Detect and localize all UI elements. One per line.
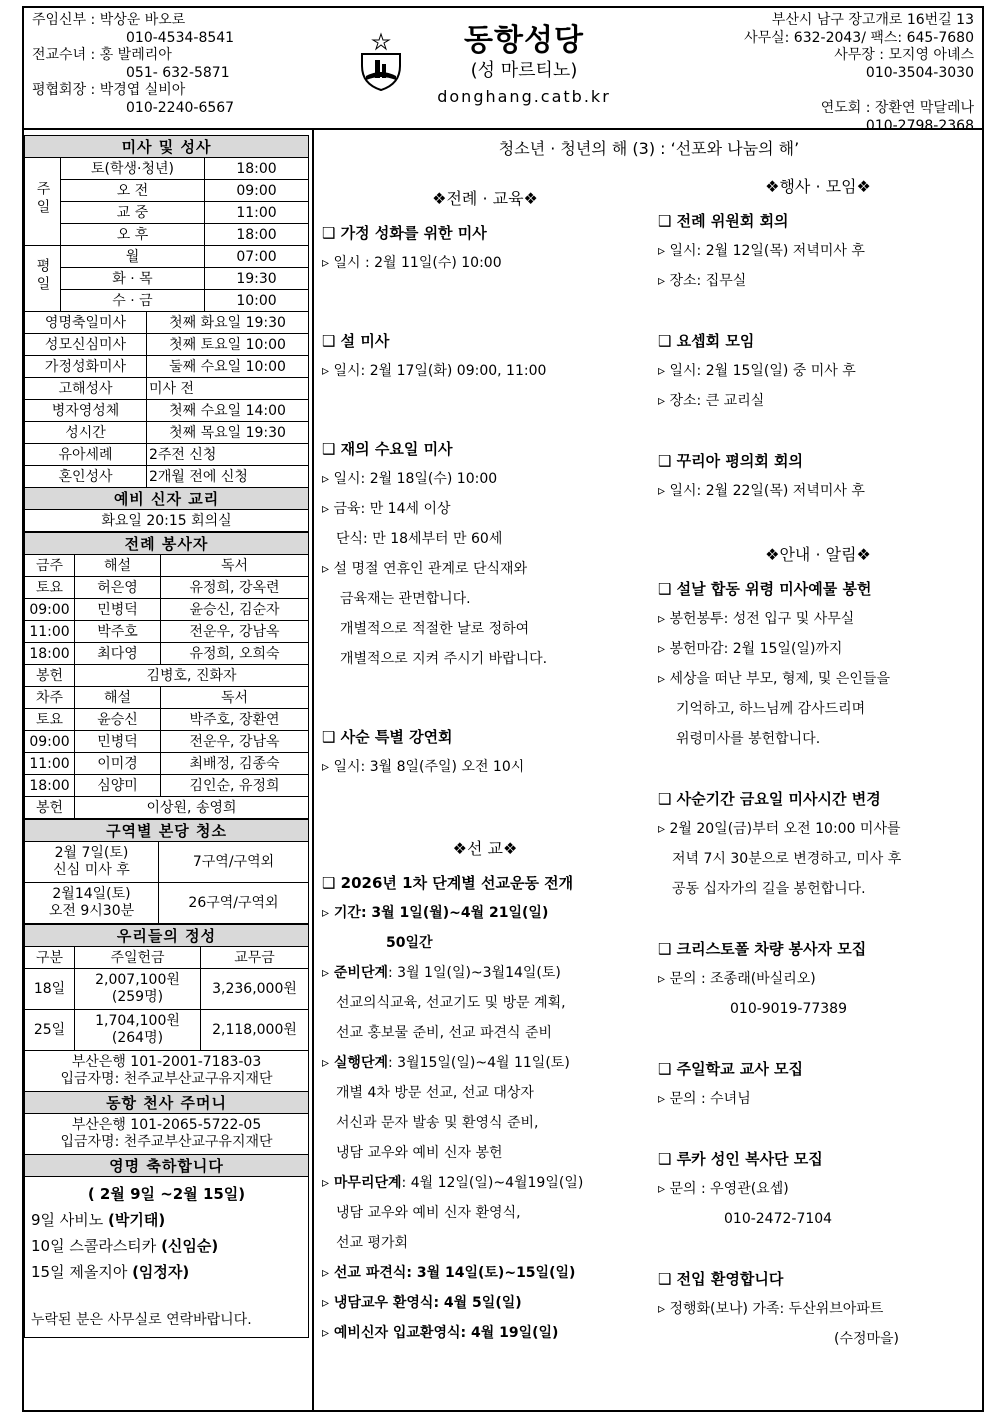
item-title: ❑ 사순기간 금요일 미사시간 변경 xyxy=(658,790,881,808)
cleaning-table xyxy=(24,819,309,924)
catechism-time: 화요일 20:15 회의실 xyxy=(25,510,309,532)
feast-list xyxy=(25,1177,309,1338)
list-item: 15일 제올지아 (임정자) xyxy=(31,1263,190,1281)
council-line: 평협회장 : 박경엽 실비아 xyxy=(32,82,186,99)
mass-title: 미사 및 성사 xyxy=(25,136,309,158)
item-title: ❑ 크리스토폴 차량 봉사자 모집 xyxy=(658,940,867,958)
left-info-column xyxy=(24,135,308,1338)
list-item: 10일 스콜라스티카 (신임순) xyxy=(31,1237,219,1255)
item-title: ❑ 전례 위원회 회의 xyxy=(658,212,789,230)
mass-name: 수 · 금 xyxy=(61,290,205,312)
mass-time: 19:30 xyxy=(205,268,309,290)
mass-time: 10:00 xyxy=(205,290,309,312)
mass-table xyxy=(24,135,309,532)
events-column: ❖행사 · 모임❖ ❑ 전례 위원회 회의 ▹ 일시: 2월 12일(목) 저녁미사 후 ▹ 장소: 집무실 ❑ 요셉회 모임 ▹ 일시: 2월 15일(일) 중 미사 후 ▹ 장소: 큰 교리실 ❑ 꾸리아 평의회 회의 ▹ 일시: 2월 22일(목) 저녁미사 후 ❖안내 · 알림❖ ❑ 설날 합동 위령 미사예물 봉헌 ▹ 봉헌봉투: 성전 입구 및 사무실 ▹ 봉헌마감: 2월 15일(일)까지 ▹ 세상을 떠난 부모, 형제, 및 은인들을 기억하고, 하느님께 감사드리며 위령미사를 봉헌합니다. ❑ 사순기간 금요일 미사시간 변경 ▹ 2월 20일(금)부터 오전 10:00 미사를 저녁 7시 30분으로 변경하고, 미사 후 공동 십자가의 길을 봉헌합니다. ❑ 크리스토폴 차량 봉사자 모집 ▹ 문의 : 조종래(바실리오) 010-9019-77389 ❑ 주일학교 교사 모집 ▹ 문의 : 수녀님 ❑ 루카 성인 복사단 모집 ▹ 문의 : 우영관(요셉) 010-2472-7104 ❑ 전입 환영합니다 ▹ 정행화(보나) 가족: 두산위브아파트 (수정마을) xyxy=(658,168,978,1354)
bank-account-2: 부산은행 101-2065-5722-05 입금자명: 천주교부산교구유지재단 xyxy=(25,1114,309,1155)
feast-title: 영명 축하합니다 xyxy=(25,1155,309,1177)
header-contacts xyxy=(744,12,974,136)
parish-patron: (성 마르티노) xyxy=(470,60,578,81)
table-row: 09:00 민병덕 전운우, 강남옥 xyxy=(25,731,309,753)
mass-time: 07:00 xyxy=(205,246,309,268)
events-title: ❖행사 · 모임❖ xyxy=(765,177,871,196)
sacrament-when: 2개월 전에 신청 xyxy=(147,466,309,488)
parish-url[interactable]: donghang.catb.kr xyxy=(437,87,611,106)
sunday-label: 주일 xyxy=(25,158,61,246)
sacrament-name: 고해성사 xyxy=(25,378,147,400)
sacrament-when: 2주전 신청 xyxy=(147,444,309,466)
sacrament-name: 유아세례 xyxy=(25,444,147,466)
sacrament-name: 성모신심미사 xyxy=(25,334,147,356)
table-row: 토요 윤승신 박주호, 장환연 xyxy=(25,709,309,731)
table-row: 토요 허은영 유정희, 강옥련 xyxy=(25,577,309,599)
servers-title: 전례 봉사자 xyxy=(25,533,309,555)
clerk: 사무장 : 모지영 아녜스 xyxy=(834,47,974,64)
sacrament-when: 첫째 토요일 10:00 xyxy=(147,334,309,356)
bank-account-1: 부산은행 101-2001-7183-03 입금자명: 천주교부산교구유지재단 xyxy=(25,1051,309,1092)
offering-title: 우리들의 정성 xyxy=(25,925,309,947)
catechism-title: 예비 신자 교리 xyxy=(25,488,309,510)
item-title: ❑ 설 미사 xyxy=(322,332,390,350)
sacrament-when: 첫째 수요일 14:00 xyxy=(147,400,309,422)
sacrament-when: 미사 전 xyxy=(147,378,309,400)
item-title: ❑ 가정 성화를 위한 미사 xyxy=(322,224,487,242)
item-title: ❑ 주일학교 교사 모집 xyxy=(658,1060,804,1078)
table-row: 봉헌 이상원, 송영희 xyxy=(25,797,309,819)
table-row: 2월 7일(토) 신심 미사 후 7구역/구역외 xyxy=(25,842,309,883)
sacrament-when: 첫째 화요일 19:30 xyxy=(147,312,309,334)
header-clergy xyxy=(32,12,234,118)
item-title: ❑ 설날 합동 위령 미사예물 봉헌 xyxy=(658,580,872,598)
item-title: ❑ 사순 특별 강연회 xyxy=(322,728,453,746)
table-row: 봉헌 김병호, 진화자 xyxy=(25,665,309,687)
col-head: 해설 xyxy=(75,687,161,709)
item-title: ❑ 요셉회 모임 xyxy=(658,332,755,350)
sister-phone: 051- 632-5871 xyxy=(126,64,230,81)
item-title: ❑ 2026년 1차 단계별 선교운동 전개 xyxy=(322,874,574,892)
list-item: 9일 사비노 (박기태) xyxy=(31,1211,166,1229)
mass-time: 11:00 xyxy=(205,202,309,224)
sister-line: 전교수녀 : 홍 발레리아 xyxy=(32,47,172,64)
pastor-phone: 010-4534-8541 xyxy=(126,29,235,46)
table-row: 18일 2,007,100원 (259명) 3,236,000원 xyxy=(25,969,309,1010)
table-row: 18:00 최다영 유정희, 오희숙 xyxy=(25,643,309,665)
col-head: 독서 xyxy=(161,555,309,577)
yeondo-phone: 010-2798-2368 xyxy=(865,117,974,134)
feast-range: ( 2월 9일 ~2월 15일) xyxy=(87,1185,246,1203)
sacrament-name: 가정성화미사 xyxy=(25,356,147,378)
item-title: ❑ 재의 수요일 미사 xyxy=(322,440,453,458)
year-theme: 청소년 · 청년의 해 (3) : ‘선포와 나눔의 해’ xyxy=(498,139,800,158)
sacrament-name: 혼인성사 xyxy=(25,466,147,488)
liturgy-title: ❖전례 · 교육❖ xyxy=(432,189,538,208)
item-title: ❑ 꾸리아 평의회 회의 xyxy=(658,452,804,470)
mass-name: 교 중 xyxy=(61,202,205,224)
sacrament-name: 영명축일미사 xyxy=(25,312,147,334)
table-row: 25일 1,704,100원 (264명) 2,118,000원 xyxy=(25,1010,309,1051)
liturgy-column: ❖전례 · 교육❖ ❑ 가정 성화를 위한 미사 ▹ 일시 : 2월 11일(수) 10:00 ❑ 설 미사 ▹ 일시: 2월 17일(화) 09:00, 11:00 ❑ 재의 수요일 미사 ▹ 일시: 2월 18일(수) 10:00 ▹ 금육: 만 14세 이상 단식: 만 18세부터 만 60세 ▹ 설 명절 연휴인 관계로 단식재와 금육재는 관면합니다. 개별적으로 적절한 날로 정하여 개별적으로 지켜 주시기 바랍니다. ❑ 사순 특별 강연회 ▹ 일시: 3월 8일(주일) 오전 10시 ❖선 교❖ ❑ 2026년 1차 단계별 선교운동 전개 ▹ 기간: 3월 1일(월)~4월 21일(일) 50일간 ▹ 준비단계: 3월 1일(일)~3월14일(토) 선교의식교육, 선교기도 및 방문 계획, 선교 홍보물 준비, 선교 파견식 준비 ▹ 실행단계: 3월15일(일)~4월 11일(토) 개별 4차 방문 선교, 선교 대상자 서신과 문자 발송 및 환영식 준비, 냉담 교우와 예비 신자 봉헌 ▹ 마무리단계: 4월 12일(일)~4월19일(일) 냉담 교우와 예비 신자 환영식, 선교 평가회 ▹ 선교 파견식: 3월 14일(토)~15일(일) ▹ 냉담교우 환영식: 4월 5일(일) ▹ 예비신자 입교환영식: 4월 19일(일) xyxy=(322,180,648,1348)
weekday-label: 평일 xyxy=(25,246,61,312)
feast-note: 누락된 분은 사무실로 연락바랍니다. xyxy=(31,1312,252,1328)
sacrament-when: 첫째 목요일 19:30 xyxy=(147,422,309,444)
col-head: 해설 xyxy=(75,555,161,577)
col-head: 독서 xyxy=(161,687,309,709)
cleaning-title: 구역별 본당 청소 xyxy=(25,820,309,842)
mass-time: 18:00 xyxy=(205,224,309,246)
item-title: ❑ 전입 환영합니다 xyxy=(658,1270,784,1288)
offering-table: 우리들의 정성 구분 주일헌금 교무금 18일 2,007,100원 (259명) 3,236,000원 25일 1,704,100원 (264명) 2,118,000원 부산은행 101-2001-7183-03 입금자명: 천주교부산교구유지재단 동항 천사 주머니 부산은행 101-2065-5722-05 입금자명: 천주교부산교구유지재단 영명 축하합니다 ( 2월 9일 ~2월 15일) 9일 사비노 (박기태) 10일 스콜라스티카 (신임순) 15일 제올지아 (임정자) 누락된 분은 사무실로 연락바랍니다. xyxy=(24,924,309,1338)
mass-name: 토(학생·청년) xyxy=(61,158,205,180)
mass-name: 월 xyxy=(61,246,205,268)
sacrament-name: 성시간 xyxy=(25,422,147,444)
yeondo: 연도회 : 장환연 막달레나 xyxy=(820,100,974,117)
bulletin-header xyxy=(24,8,982,134)
header-title-block xyxy=(354,24,654,110)
parish-name: 동항성당 xyxy=(464,23,584,58)
bulletin-page xyxy=(22,6,984,1412)
address: 부산시 남구 장고개로 16번길 13 xyxy=(771,12,974,28)
council-phone: 010-2240-6567 xyxy=(126,99,235,116)
table-row: 09:00 민병덕 윤승신, 김순자 xyxy=(25,599,309,621)
sacrament-name: 병자영성체 xyxy=(25,400,147,422)
mass-name: 오 전 xyxy=(61,180,205,202)
mission-title: ❖선 교❖ xyxy=(452,839,518,858)
clerk-phone: 010-3504-3030 xyxy=(865,64,974,81)
notice-title: ❖안내 · 알림❖ xyxy=(765,545,871,564)
table-row: 11:00 이미경 최배정, 김종숙 xyxy=(25,753,309,775)
table-row: 2월14일(토) 오전 9시30분 26구역/구역외 xyxy=(25,883,309,924)
column-divider xyxy=(312,130,314,1412)
week-label: 금주 xyxy=(25,555,75,577)
pastor-line: 주임신부 : 박상운 바오로 xyxy=(32,12,186,28)
office-phone: 사무실: 632-2043/ 팩스: 645-7680 xyxy=(744,29,974,46)
table-row: 11:00 박주호 전운우, 강남옥 xyxy=(25,621,309,643)
angel-title: 동항 천사 주머니 xyxy=(25,1092,309,1114)
mass-time: 18:00 xyxy=(205,158,309,180)
item-title: ❑ 루카 성인 복사단 모집 xyxy=(658,1150,823,1168)
mass-time: 09:00 xyxy=(205,180,309,202)
table-row: 18:00 심양미 김인순, 유정희 xyxy=(25,775,309,797)
servers-table xyxy=(24,532,309,819)
mass-name: 화 · 목 xyxy=(61,268,205,290)
sacrament-when: 둘째 수요일 10:00 xyxy=(147,356,309,378)
week-label: 차주 xyxy=(25,687,75,709)
mass-name: 오 후 xyxy=(61,224,205,246)
